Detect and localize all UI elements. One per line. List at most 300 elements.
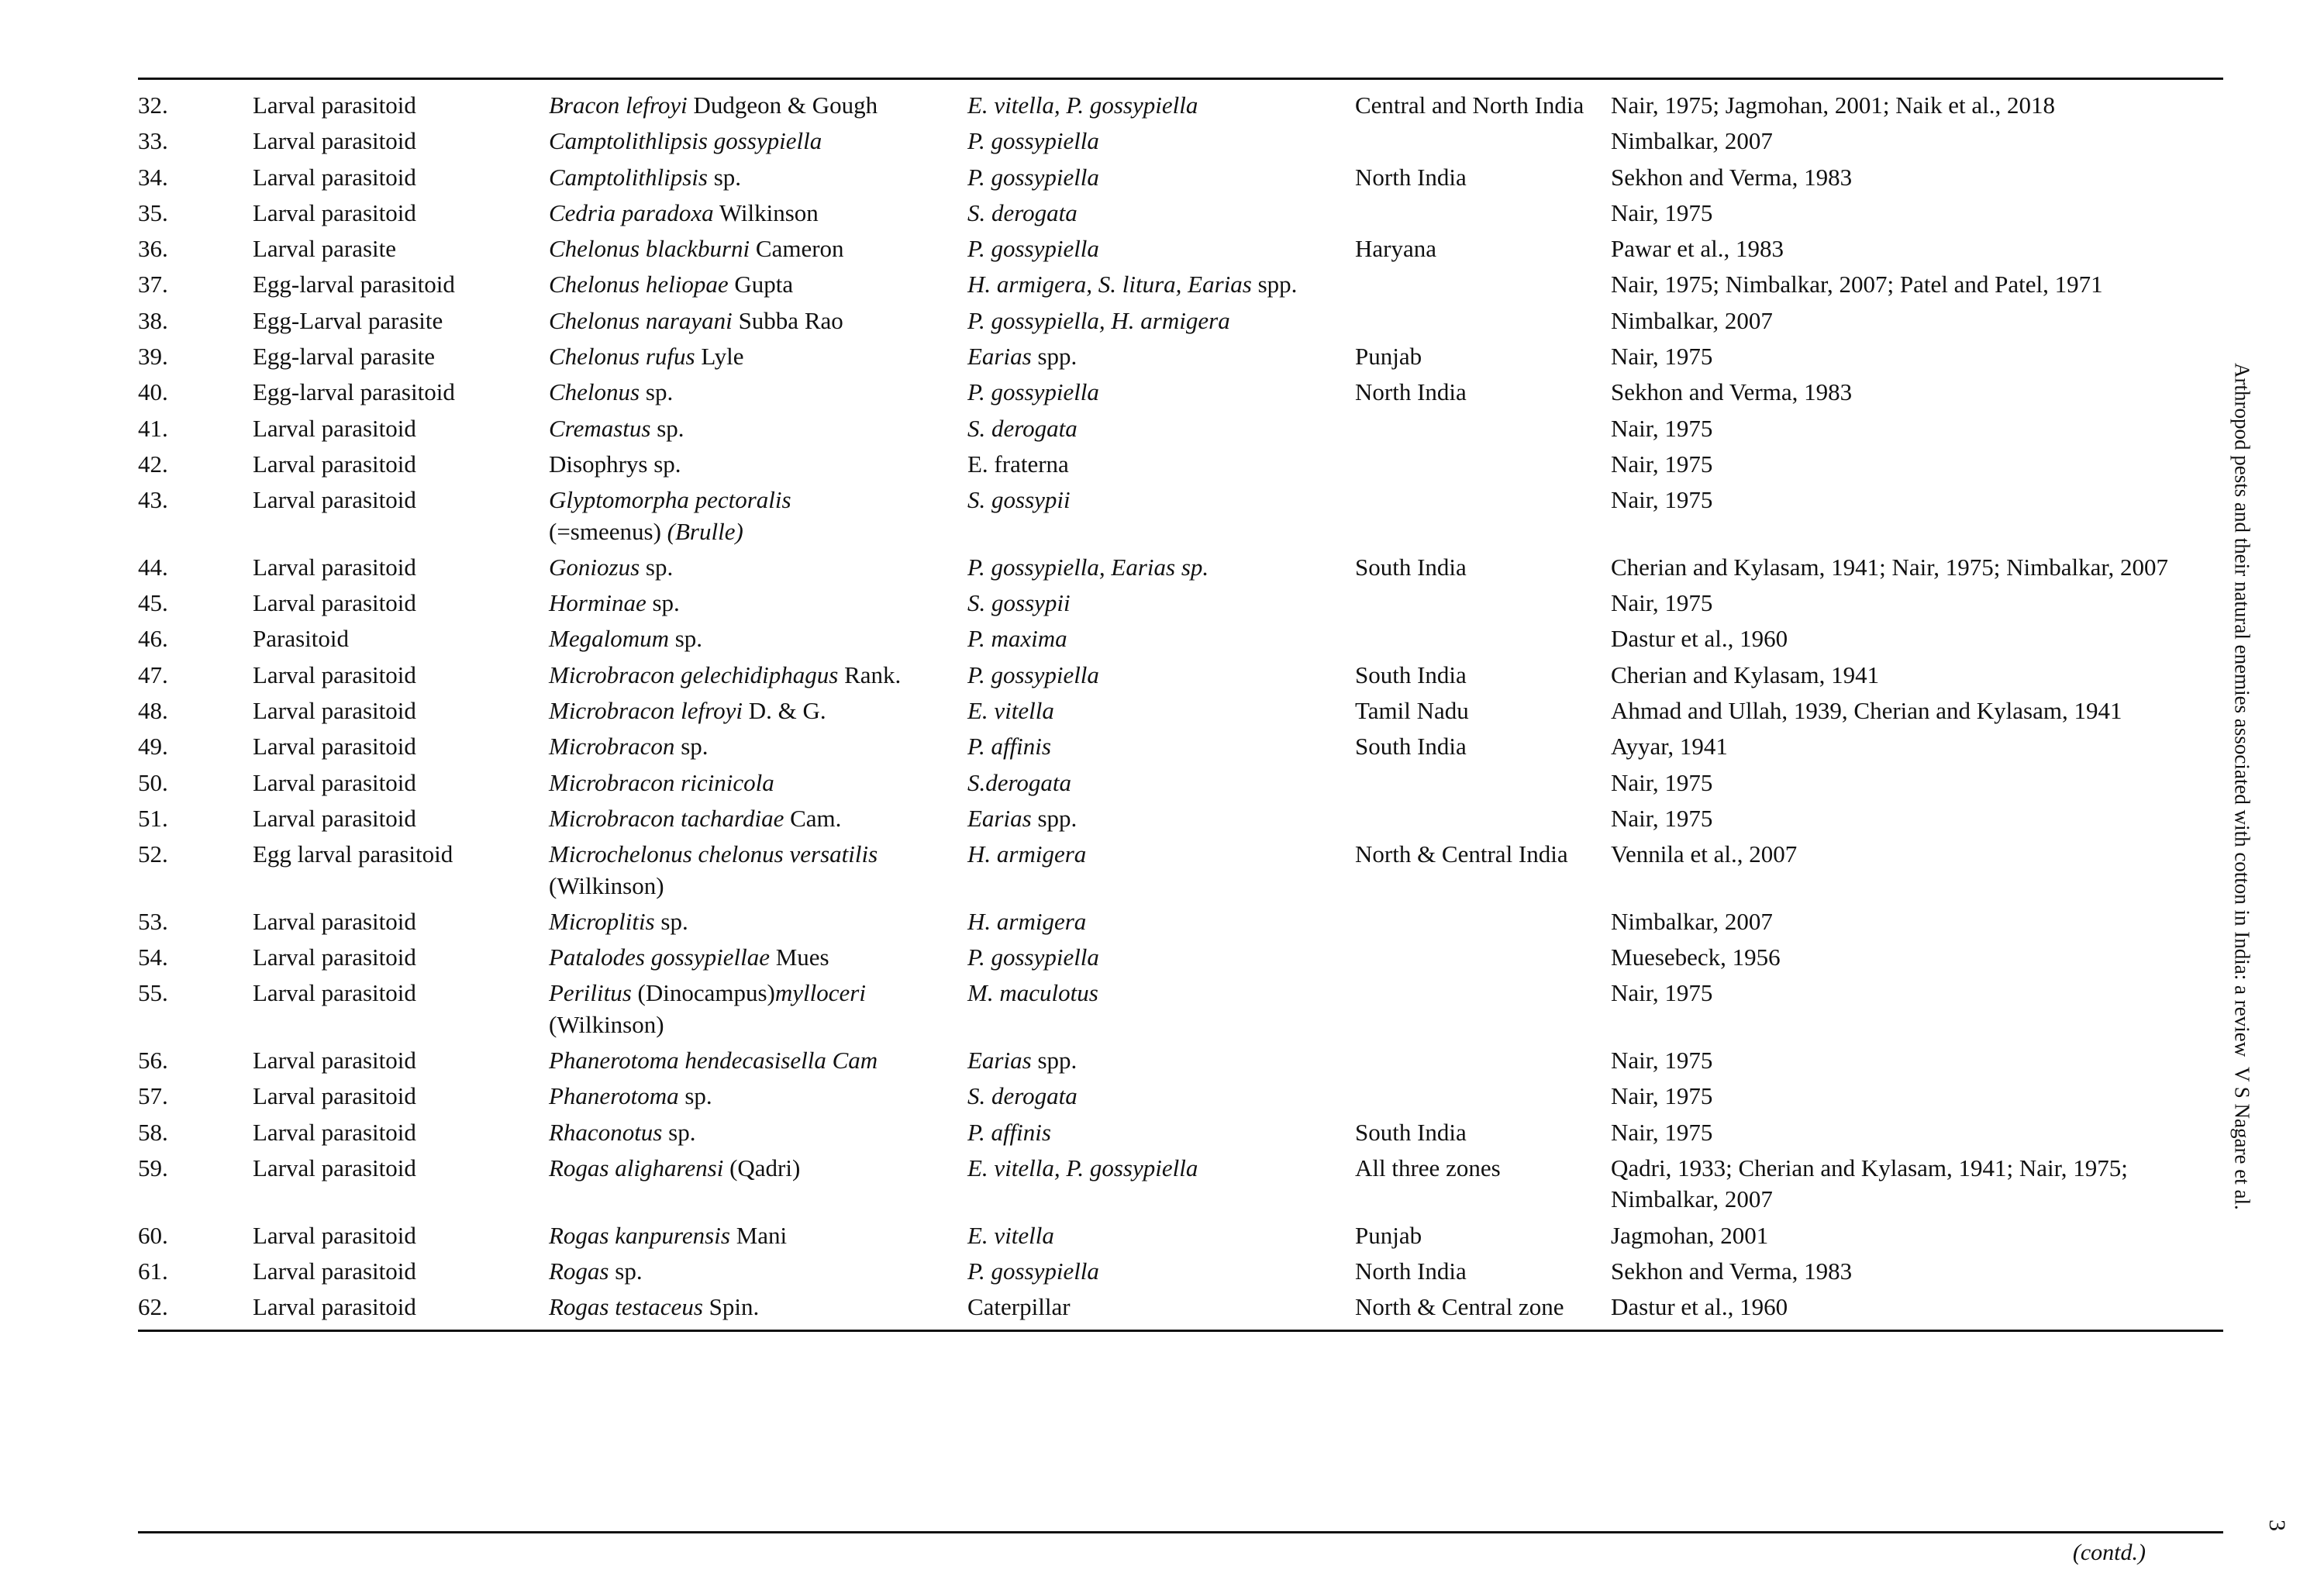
cell-sr-no [138, 657, 253, 693]
cell-host [967, 765, 1355, 801]
cell-region [1355, 267, 1611, 302]
host-name-italic: P. affinis [967, 733, 1051, 761]
sr-no: 55. [138, 979, 168, 1007]
reference: Sekhon and Verma, 1983 [1611, 378, 1853, 406]
sr-no: 34. [138, 163, 168, 191]
table-bottom-rule [138, 1330, 2223, 1332]
reference: Nair, 1975 [1611, 414, 1713, 442]
cell-reference [1611, 657, 2223, 693]
cell-sr-no [138, 801, 253, 837]
cell-nature [253, 1218, 549, 1254]
reference: Nair, 1975 [1611, 804, 1713, 832]
region: North India [1355, 378, 1467, 406]
host-name-italic: H. armigera [967, 840, 1087, 868]
cell-reference [1611, 267, 2223, 302]
cell-reference [1611, 411, 2223, 447]
enemy-name-italic: Cremastus [549, 414, 651, 442]
cell-natural-enemy [549, 801, 967, 837]
cell-natural-enemy [549, 267, 967, 302]
cell-sr-no [138, 837, 253, 904]
cell-nature [253, 940, 549, 975]
cell-reference [1611, 447, 2223, 482]
enemy-name-roman: sp. [609, 1257, 643, 1285]
cell-host [967, 160, 1355, 195]
table-row [138, 160, 2223, 195]
reference: Ayyar, 1941 [1611, 733, 1728, 761]
enemy-name-roman: Spin. [702, 1293, 760, 1321]
cell-nature [253, 904, 549, 940]
host-name-italic: H. armigera, S. litura, Earias [967, 271, 1252, 298]
enemy-name-roman: Wilkinson [713, 198, 819, 226]
sr-no: 62. [138, 1293, 168, 1321]
enemy-name-roman-2: (Wilkinson) [549, 1010, 664, 1038]
nature-of-natural-enemy: Larval parasitoid [253, 1221, 416, 1249]
cell-reference [1611, 1218, 2223, 1254]
cell-sr-no [138, 550, 253, 585]
reference: Dastur et al., 1960 [1611, 625, 1788, 653]
cell-region [1355, 1043, 1611, 1078]
enemy-name-roman: Dudgeon & Gough [687, 91, 878, 119]
nature-of-natural-enemy: Larval parasitoid [253, 768, 416, 796]
cell-natural-enemy [549, 1289, 967, 1325]
sr-no: 42. [138, 450, 168, 478]
cell-host [967, 1078, 1355, 1114]
host-name-italic: S.derogata [967, 768, 1072, 796]
enemy-name-roman: Rank. [838, 661, 902, 688]
cell-natural-enemy [549, 550, 967, 585]
nature-of-natural-enemy: Larval parasitoid [253, 450, 416, 478]
host-name-italic: S. gossypii [967, 589, 1071, 617]
reference: Nair, 1975 [1611, 1118, 1713, 1146]
cell-natural-enemy [549, 940, 967, 975]
enemy-name-italic-2: (Brulle) [667, 517, 743, 545]
host-name-italic: Earias [967, 343, 1032, 371]
table-row [138, 195, 2223, 231]
cell-natural-enemy [549, 904, 967, 940]
enemy-name-roman: sp. [678, 1082, 712, 1110]
cell-sr-no [138, 123, 253, 159]
footer-rule [138, 1531, 2223, 1533]
reference: Nair, 1975 [1611, 198, 1713, 226]
cell-reference [1611, 904, 2223, 940]
sr-no: 56. [138, 1047, 168, 1075]
enemy-name-italic: Chelonus heliopae [549, 271, 729, 298]
sr-no: 48. [138, 697, 168, 725]
cell-reference [1611, 1150, 2223, 1218]
cell-reference [1611, 123, 2223, 159]
cell-sr-no [138, 267, 253, 302]
nature-of-natural-enemy: Larval parasitoid [253, 979, 416, 1007]
natural-enemies-table-block [138, 78, 2223, 1332]
cell-natural-enemy [549, 303, 967, 339]
enemy-name-roman: (Dinocampus) [631, 979, 775, 1007]
enemy-name-roman: Mues [769, 943, 829, 971]
sr-no: 41. [138, 414, 168, 442]
cell-sr-no [138, 1289, 253, 1325]
cell-nature [253, 1115, 549, 1150]
cell-natural-enemy [549, 1115, 967, 1150]
table-body [138, 88, 2223, 1325]
cell-nature [253, 339, 549, 374]
reference: Nimbalkar, 2007 [1611, 907, 1773, 935]
enemy-name-italic: Camptolithlipsis gossypiella [549, 127, 822, 155]
cell-sr-no [138, 585, 253, 621]
region: Tamil Nadu [1355, 697, 1469, 725]
cell-nature [253, 621, 549, 657]
cell-sr-no [138, 482, 253, 550]
nature-of-natural-enemy: Larval parasitoid [253, 1293, 416, 1321]
nature-of-natural-enemy: Egg-larval parasite [253, 343, 435, 371]
cell-reference [1611, 765, 2223, 801]
host-name-italic: Earias [967, 1047, 1032, 1075]
cell-region [1355, 195, 1611, 231]
host-name-italic: P. gossypiella [967, 1257, 1099, 1285]
reference: Sekhon and Verma, 1983 [1611, 1257, 1853, 1285]
cell-region [1355, 160, 1611, 195]
cell-natural-enemy [549, 621, 967, 657]
cell-sr-no [138, 904, 253, 940]
enemy-name-italic: Rhaconotus [549, 1118, 663, 1146]
cell-region [1355, 482, 1611, 550]
cell-host [967, 975, 1355, 1043]
cell-nature [253, 411, 549, 447]
nature-of-natural-enemy: Egg-larval parasitoid [253, 271, 455, 298]
cell-host [967, 940, 1355, 975]
host-name-italic: S. derogata [967, 414, 1078, 442]
region: Central and North India [1355, 91, 1584, 119]
cell-host [967, 411, 1355, 447]
cell-region [1355, 693, 1611, 729]
enemy-name-italic: Chelonus blackburni [549, 235, 750, 263]
host-name-roman: E. fraterna [967, 450, 1069, 478]
host-name-italic: E. vitella [967, 1221, 1054, 1249]
reference: Dastur et al., 1960 [1611, 1293, 1788, 1321]
enemy-name-italic: Microbracon tachardiae [549, 804, 784, 832]
host-name-italic: S. gossypii [967, 486, 1071, 514]
sr-no: 51. [138, 804, 168, 832]
cell-natural-enemy [549, 411, 967, 447]
cell-natural-enemy [549, 693, 967, 729]
enemy-name-roman: sp. [646, 589, 680, 617]
cell-region [1355, 1078, 1611, 1114]
cell-nature [253, 550, 549, 585]
table-row [138, 729, 2223, 764]
host-name-italic: E. vitella [967, 697, 1054, 725]
cell-natural-enemy [549, 729, 967, 764]
cell-natural-enemy [549, 1218, 967, 1254]
cell-sr-no [138, 1218, 253, 1254]
cell-sr-no [138, 729, 253, 764]
cell-region [1355, 550, 1611, 585]
cell-natural-enemy [549, 975, 967, 1043]
cell-natural-enemy [549, 123, 967, 159]
cell-region [1355, 303, 1611, 339]
nature-of-natural-enemy: Egg larval parasitoid [253, 840, 453, 868]
cell-reference [1611, 1115, 2223, 1150]
table-row [138, 231, 2223, 267]
reference: Jagmohan, 2001 [1611, 1221, 1769, 1249]
cell-host [967, 837, 1355, 904]
cell-sr-no [138, 975, 253, 1043]
reference: Nimbalkar, 2007 [1611, 127, 1773, 155]
sr-no: 40. [138, 378, 168, 406]
cell-host [967, 1218, 1355, 1254]
sr-no: 60. [138, 1221, 168, 1249]
cell-region [1355, 765, 1611, 801]
host-name-italic: E. vitella, P. gossypiella [967, 91, 1198, 119]
table-row [138, 88, 2223, 123]
sr-no: 45. [138, 589, 168, 617]
nature-of-natural-enemy: Larval parasitoid [253, 414, 416, 442]
cell-region [1355, 657, 1611, 693]
reference: Nimbalkar, 2007 [1611, 306, 1773, 334]
sr-no: 61. [138, 1257, 168, 1285]
table-row [138, 657, 2223, 693]
host-name-roman: spp. [1031, 343, 1078, 371]
cell-region [1355, 339, 1611, 374]
sr-no: 47. [138, 661, 168, 688]
cell-sr-no [138, 1150, 253, 1218]
reference: Nair, 1975 [1611, 768, 1713, 796]
cell-region [1355, 837, 1611, 904]
enemy-name-italic: Camptolithlipsis [549, 163, 708, 191]
cell-host [967, 339, 1355, 374]
enemy-name-italic: Microbracon gelechidiphagus [549, 661, 839, 688]
table-row [138, 1289, 2223, 1325]
region: South India [1355, 1118, 1467, 1146]
cell-nature [253, 1254, 549, 1289]
cell-reference [1611, 482, 2223, 550]
enemy-name-roman: Lyle [695, 343, 744, 371]
cell-host [967, 1289, 1355, 1325]
cell-reference [1611, 1289, 2223, 1325]
cell-reference [1611, 303, 2223, 339]
cell-natural-enemy [549, 447, 967, 482]
cell-natural-enemy [549, 585, 967, 621]
cell-region [1355, 801, 1611, 837]
sr-no: 58. [138, 1118, 168, 1146]
cell-region [1355, 447, 1611, 482]
cell-natural-enemy [549, 837, 967, 904]
reference: Nair, 1975 [1611, 1047, 1713, 1075]
host-name-italic: P. gossypiella [967, 943, 1099, 971]
host-name-italic: P. gossypiella [967, 163, 1099, 191]
enemy-name-italic: Microbracon lefroyi [549, 697, 743, 725]
cell-host [967, 621, 1355, 657]
table-row [138, 1078, 2223, 1114]
cell-host [967, 693, 1355, 729]
host-name-italic: H. armigera [967, 907, 1087, 935]
nature-of-natural-enemy: Larval parasitoid [253, 198, 416, 226]
enemy-name-roman: Subba Rao [732, 306, 843, 334]
region: All three zones [1355, 1154, 1501, 1181]
table-row [138, 123, 2223, 159]
enemy-name-italic: Goniozus [549, 553, 640, 581]
nature-of-natural-enemy: Larval parasitoid [253, 661, 416, 688]
cell-region [1355, 904, 1611, 940]
table-top-rule [138, 78, 2223, 80]
enemy-name-roman: Disophrys sp. [549, 450, 681, 478]
nature-of-natural-enemy: Larval parasitoid [253, 127, 416, 155]
enemy-name-italic: Rogas kanpurensis [549, 1221, 730, 1249]
region: North India [1355, 1257, 1467, 1285]
reference: Nair, 1975 [1611, 450, 1713, 478]
reference: Nair, 1975 [1611, 486, 1713, 514]
enemy-name-italic: Horminae [549, 589, 647, 617]
cell-sr-no [138, 1078, 253, 1114]
table-row [138, 550, 2223, 585]
table-row [138, 693, 2223, 729]
cell-sr-no [138, 447, 253, 482]
cell-reference [1611, 1043, 2223, 1078]
region: South India [1355, 733, 1467, 761]
reference: Pawar et al., 1983 [1611, 235, 1784, 263]
nature-of-natural-enemy: Larval parasitoid [253, 1118, 416, 1146]
enemy-name-roman: (Qadri) [723, 1154, 801, 1181]
enemy-name-roman: sp. [654, 907, 688, 935]
sr-no: 52. [138, 840, 168, 868]
cell-region [1355, 374, 1611, 410]
cell-region [1355, 729, 1611, 764]
region: North India [1355, 163, 1467, 191]
enemy-name-italic: Microbracon ricinicola [549, 768, 774, 796]
cell-region [1355, 1289, 1611, 1325]
cell-host [967, 303, 1355, 339]
natural-enemies-table [138, 88, 2223, 1325]
nature-of-natural-enemy: Egg-larval parasitoid [253, 378, 455, 406]
table-row [138, 765, 2223, 801]
cell-reference [1611, 975, 2223, 1043]
host-name-italic: E. vitella, P. gossypiella [967, 1154, 1198, 1181]
cell-reference [1611, 1254, 2223, 1289]
cell-nature [253, 231, 549, 267]
cell-nature [253, 1289, 549, 1325]
cell-host [967, 585, 1355, 621]
table-row [138, 621, 2223, 657]
cell-natural-enemy [549, 1078, 967, 1114]
running-head-title: Arthropod pests and their natural enemies associated with cotton in India: a review [2230, 363, 2254, 1057]
cell-nature [253, 837, 549, 904]
enemy-name-italic: Glyptomorpha pectoralis [549, 486, 791, 514]
enemy-name-roman: sp. [662, 1118, 696, 1146]
cell-reference [1611, 585, 2223, 621]
nature-of-natural-enemy: Larval parasitoid [253, 1082, 416, 1110]
sr-no: 59. [138, 1154, 168, 1181]
region: Punjab [1355, 1221, 1422, 1249]
cell-reference [1611, 801, 2223, 837]
cell-sr-no [138, 693, 253, 729]
enemy-name-roman: sp. [640, 378, 674, 406]
cell-reference [1611, 160, 2223, 195]
sr-no: 49. [138, 733, 168, 761]
cell-sr-no [138, 195, 253, 231]
cell-host [967, 88, 1355, 123]
cell-nature [253, 123, 549, 159]
enemy-name-roman: Cam. [784, 804, 842, 832]
host-name-italic: P. maxima [967, 625, 1067, 653]
nature-of-natural-enemy: Larval parasitoid [253, 733, 416, 761]
enemy-name-italic: Phanerotoma hendecasisella Cam [549, 1047, 878, 1075]
cell-nature [253, 801, 549, 837]
cell-nature [253, 729, 549, 764]
cell-host [967, 374, 1355, 410]
cell-reference [1611, 940, 2223, 975]
enemy-name-italic: Megalomum [549, 625, 669, 653]
host-name-italic: M. maculotus [967, 979, 1098, 1007]
cell-sr-no [138, 765, 253, 801]
cell-host [967, 267, 1355, 302]
reference: Cherian and Kylasam, 1941 [1611, 661, 1880, 688]
table-row [138, 940, 2223, 975]
nature-of-natural-enemy: Larval parasitoid [253, 697, 416, 725]
sr-no: 38. [138, 306, 168, 334]
cell-nature [253, 1043, 549, 1078]
cell-host [967, 447, 1355, 482]
cell-sr-no [138, 411, 253, 447]
host-name-roman: spp. [1251, 271, 1298, 298]
cell-nature [253, 447, 549, 482]
host-name-italic: P. gossypiella, Earias sp. [967, 553, 1209, 581]
table-row [138, 1115, 2223, 1150]
enemy-name-italic: Cedria paradoxa [549, 198, 714, 226]
cell-sr-no [138, 339, 253, 374]
cell-reference [1611, 88, 2223, 123]
cell-region [1355, 411, 1611, 447]
enemy-name-roman: Gupta [728, 271, 794, 298]
cell-host [967, 123, 1355, 159]
host-name-italic: P. gossypiella [967, 661, 1099, 688]
cell-reference [1611, 231, 2223, 267]
table-row [138, 1218, 2223, 1254]
cell-sr-no [138, 1115, 253, 1150]
reference: Nair, 1975 [1611, 979, 1713, 1007]
region: North & Central zone [1355, 1293, 1564, 1321]
cell-region [1355, 88, 1611, 123]
cell-natural-enemy [549, 339, 967, 374]
enemy-name-roman: sp. [674, 733, 709, 761]
cell-natural-enemy [549, 1043, 967, 1078]
enemy-name-italic: Rogas testaceus [549, 1293, 703, 1321]
enemy-name-roman: sp. [650, 414, 684, 442]
cell-host [967, 550, 1355, 585]
cell-nature [253, 267, 549, 302]
cell-host [967, 1254, 1355, 1289]
host-name-italic: P. gossypiella [967, 127, 1099, 155]
sr-no: 39. [138, 343, 168, 371]
cell-reference [1611, 550, 2223, 585]
enemy-name-roman: D. & G. [742, 697, 826, 725]
enemy-name-roman: sp. [668, 625, 703, 653]
cell-nature [253, 88, 549, 123]
cell-region [1355, 940, 1611, 975]
cell-region [1355, 123, 1611, 159]
continued-marker: (contd.) [2072, 1540, 2146, 1565]
table-row [138, 267, 2223, 302]
cell-sr-no [138, 1043, 253, 1078]
enemy-name-italic: Rogas aligharensi [549, 1154, 724, 1181]
nature-of-natural-enemy: Egg-Larval parasite [253, 306, 443, 334]
cell-region [1355, 1150, 1611, 1218]
table-row [138, 975, 2223, 1043]
sr-no: 44. [138, 553, 168, 581]
nature-of-natural-enemy: Parasitoid [253, 625, 349, 653]
enemy-name-italic: Microchelonus chelonus versatilis [549, 840, 878, 868]
cell-sr-no [138, 303, 253, 339]
enemy-name-italic: Perilitus [549, 979, 632, 1007]
region: South India [1355, 553, 1467, 581]
table-row [138, 303, 2223, 339]
nature-of-natural-enemy: Larval parasitoid [253, 1257, 416, 1285]
